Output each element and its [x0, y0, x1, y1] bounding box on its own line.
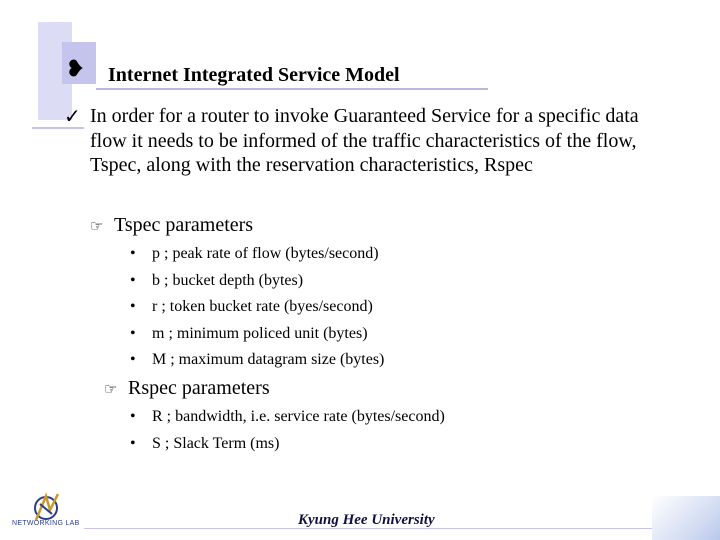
- rspec-list: [130, 404, 445, 457]
- list-item-text: M ; maximum datagram size (bytes): [152, 351, 385, 368]
- tspec-heading: [90, 214, 253, 237]
- list-item: • M ; maximum datagram size (bytes): [130, 351, 385, 368]
- list-item: • p ; peak rate of flow (bytes/second): [130, 245, 379, 262]
- main-point-text: In order for a router to invoke Guaranteed Service for a specific data flow it needs to be informed of the traffic characteristics of the flow, Tspec, along with the reservation characteristics, Rspec: [90, 105, 639, 176]
- list-item: • r ; token bucket rate (byes/second): [130, 298, 373, 315]
- list-item: • S ; Slack Term (ms): [130, 434, 280, 452]
- pointing-hand-icon: ☞: [104, 382, 118, 398]
- list-item: • m ; minimum policed unit (bytes): [130, 324, 368, 342]
- check-icon: ✓: [64, 106, 81, 128]
- title-bullet-icon: ❥: [66, 56, 85, 81]
- tspec-list: [130, 241, 384, 374]
- list-item-text: S ; Slack Term (ms): [152, 434, 280, 452]
- list-item: • b ; bucket depth (bytes): [130, 271, 304, 289]
- slide-title: Internet Integrated Service Model: [108, 64, 400, 86]
- list-item-text: R ; bandwidth, i.e. service rate (bytes/second): [152, 408, 445, 425]
- decorative-corner: [652, 496, 720, 540]
- logo-text: NETWORKING LAB: [12, 520, 80, 527]
- list-item-text: p ; peak rate of flow (bytes/second): [152, 245, 379, 262]
- rspec-heading: [104, 377, 270, 400]
- list-item-text: b ; bucket depth (bytes): [152, 271, 304, 289]
- rspec-heading-label: Rspec parameters: [128, 377, 270, 399]
- title-underline: [96, 88, 488, 90]
- pointing-hand-icon: ☞: [90, 219, 104, 235]
- list-item-text: m ; minimum policed unit (bytes): [152, 324, 368, 342]
- tspec-heading-label: Tspec parameters: [114, 214, 254, 236]
- footer-university: Kyung Hee University: [298, 512, 435, 528]
- list-item-text: r ; token bucket rate (byes/second): [152, 298, 373, 315]
- list-item: • R ; bandwidth, i.e. service rate (bytes/second): [130, 408, 445, 425]
